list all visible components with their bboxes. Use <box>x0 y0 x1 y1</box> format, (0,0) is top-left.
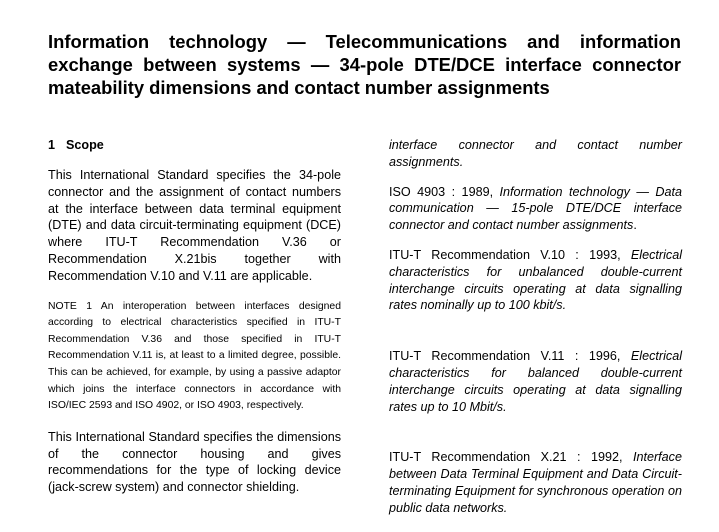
reference-item <box>389 137 682 171</box>
section-number: 1 <box>48 138 56 152</box>
left-column <box>48 137 341 496</box>
section-heading <box>48 137 341 153</box>
scope-paragraph-2: This International Standard specifies the dimensions of the connector housing and gives recommendations for the type of locking device (jack-screw system) and connector shielding. <box>48 429 341 495</box>
reference-item <box>389 247 682 314</box>
scope-paragraph-1: This International Standard specifies the 34-pole connector and the assignment of contact numbers at the interface between data terminal equipment (DTE) and data circuit-terminating equipment (DCE) where ITU-T Recommendation V.36 or Recommendation X.21bis together with Recommendation V.10 and V.11 are applicable. <box>48 168 341 283</box>
reference-title: Electrical characteristics for balanced double-current interchange circuits operating at data signalling rates up to 10 Mbit/s. <box>389 349 682 414</box>
reference-title: Interface between Data Terminal Equipment and Data Circuit-terminating Equipment for synchronous operation on public data networks. <box>389 450 682 515</box>
section-title: Scope <box>66 138 104 152</box>
reference-item <box>389 184 682 234</box>
reference-title: Electrical characteristics for unbalanced double-current interchange circuits operating at data signalling rates nominally up to 100 kbit/s. <box>389 247 682 313</box>
reference-prefix: ITU-T Recommendation X.21 : 1992, <box>389 450 633 465</box>
scope-note: NOTE 1 An interoperation between interfaces designed according to electrical characteristics specified in ITU-T Recommendation V.36 and those specified in ITU-T Recommendation V.11 is, at least to a limited degree, possible. This can be achieved, for example, by using a passive adaptor which joins the interface connectors in accordance with ISO/IEC 2593 and ISO 4902, or ISO 4903, respectively. <box>48 300 341 412</box>
right-column <box>389 137 682 517</box>
reference-item <box>389 449 682 516</box>
reference-title: Information technology — Data communication — 15-pole DTE/DCE interface connector and contact number assignments <box>389 184 682 233</box>
reference-title: interface connector and contact number assignments. <box>389 138 682 169</box>
document-title: Information technology — Telecommunications and information exchange between systems — 34-pole DTE/DCE interface connector mateability dimensions and contact number assignments <box>48 31 681 98</box>
reference-prefix: ISO 4903 : 1989, <box>389 184 500 199</box>
reference-prefix: ITU-T Recommendation V.11 : 1996, <box>389 349 631 364</box>
reference-prefix: ITU-T Recommendation V.10 : 1993, <box>389 247 631 262</box>
reference-item <box>389 348 682 415</box>
reference-suffix: . <box>633 218 637 233</box>
